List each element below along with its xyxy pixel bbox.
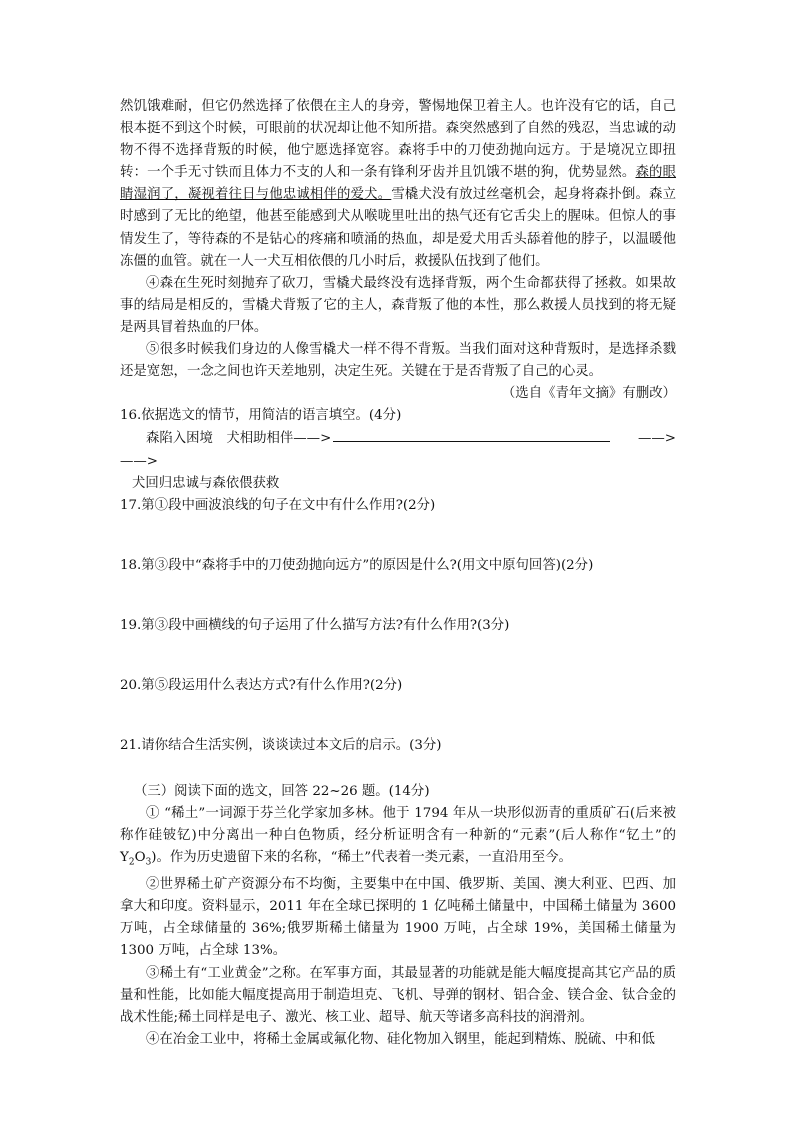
question-17: 17.第①段中画波浪线的句子在文中有什么作用?(2分): [120, 497, 436, 513]
fill-end-text: 犬回归忠诚与森依偎获救: [132, 475, 280, 491]
section-3-title: （三）阅读下面的选文，回答 22~26 题。(14分): [134, 784, 430, 800]
p1-text-b: )。作为历史遗留下来的名称，“稀土”代表着一类元素，一直沿用至今。: [151, 850, 572, 866]
source-note: （选自《青年文摘》有删改）: [501, 386, 676, 402]
question-21: 21.请你结合生活实例，谈谈读过本文后的启示。(3分): [120, 738, 442, 754]
question-19: 19.第③段中画横线的句子运用了什么描写方法?有什么作用?(3分): [120, 617, 510, 633]
question-20: 20.第⑤段运用什么表达方式?有什么作用?(2分): [120, 677, 403, 693]
paragraph-3-text-b: 雪橇犬没有放过丝毫机会，起身将森扑倒。森立时感到了无比的绝望，他甚至能感到犬从喉咙里吐出的热气还有它舌尖上的腥味。但惊人的事情发生了，等待森的不是钻心的疼痛和喷涌的热血，却是爱犬用舌头舔着他的脖子，以温暖他冻僵的血管。就在一人一犬互相依偎的几小时后，救援队伍找到了他们。: [120, 187, 677, 269]
passage3-paragraph-4: ④在冶金工业中，将稀土金属或氟化物、硅化物加入钢里，能起到精炼、脱硫、中和低: [146, 1031, 655, 1047]
passage2-paragraph-3: [120, 96, 676, 273]
passage2-paragraph-4: ④森在生死时刻抛弃了砍刀，雪橇犬最终没有选择背叛，两个生命都获得了拯救。如果故事的结局是相反的，雪橇犬背叛了它的主人，森背叛了他的本性，那么救援人员找到的将无疑是两具冒着热血的尸体。: [120, 275, 676, 335]
fill-arrow-continued: ——>: [120, 453, 159, 469]
answer-space-19[interactable]: [120, 637, 676, 675]
fill-start-text: 森陷入困境 犬相助相伴——>: [146, 431, 332, 447]
paragraph-3-text-a: 然饥饿难耐，但它仍然选择了依偎在主人的身旁，警惕地保卫着主人。也许没有它的话，自己根本挺不到这个时候，可眼前的状况却让他不知所措。森突然感到了自然的残忍，当忠诚的动物不得不选择背叛的时候，他宁愿选择宽容。森将手中的刀使劲抛向远方。于是境况立即扭转：一个手无寸铁而且体力不支的人和一条有锋利牙齿并且饥饿不堪的狗，优势显然。: [120, 99, 676, 181]
p1-text-a: ① “稀土”一词源于芬兰化学家加多林。他于 1794 年从一块形似沥青的重质矿石(后来被称作硅铍钇)中分离出一种白色物质，经分析证明含有一种新的“元素”(后人称作“钇土”的 Y: [120, 806, 676, 866]
question-16: 16.依据选文的情节，用简洁的语言填空。(4分): [120, 408, 402, 424]
answer-space-17[interactable]: [120, 517, 676, 555]
answer-space-21[interactable]: [120, 757, 676, 781]
answer-space-20[interactable]: [120, 697, 676, 735]
passage3-paragraph-2: ②世界稀土矿产资源分布不均衡，主要集中在中国、俄罗斯、美国、澳大利亚、巴西、加拿大和印度。资料显示，2011 年在全球已探明的 1 亿吨稀土储量中，中国稀土储量为 3600 万吨，占全球储量的 36%;俄罗斯稀土储量为 1900 万吨，占全球 19%，美国稀土储量为 1300 万吨，占全球 13%。: [120, 877, 676, 959]
underlined-sentence: 森的眼睛湿润了，凝视着往日与他忠诚相伴的爱犬。: [120, 165, 677, 203]
exam-page: [120, 96, 676, 1051]
question-18: 18.第③段中“森将手中的刀使劲抛向远方”的原因是什么?(用文中原句回答)(2分): [120, 557, 594, 573]
passage2-paragraph-5: ⑤很多时候我们身边的人像雪橇犬一样不得不背叛。当我们面对这种背叛时，是选择杀戮还是宽恕，一念之间也许天差地别，决定生死。关键在于是否背叛了自己的心灵。: [120, 342, 676, 380]
passage3-paragraph-3: ③稀土有“工业黄金”之称。在军事方面，其最显著的功能就是能大幅度提高其它产品的质量和性能，比如能大幅度提高用于制造坦克、飞机、导弹的钢材、铝合金、镁合金、钛合金的战术性能;稀土同样是电子、激光、核工业、超导、航天等诸多高科技的润滑剂。: [120, 965, 676, 1025]
passage3-paragraph-1: [120, 803, 676, 874]
question-16-fill-row: [120, 427, 676, 450]
p1-text-mid: O: [134, 850, 146, 866]
p1-subscript-1: 2: [128, 858, 135, 869]
p1-subscript-2: 3: [145, 858, 152, 869]
answer-space-18[interactable]: [120, 577, 676, 615]
fill-arrow: ——>: [637, 431, 676, 447]
fill-blank-line[interactable]: [333, 427, 610, 442]
